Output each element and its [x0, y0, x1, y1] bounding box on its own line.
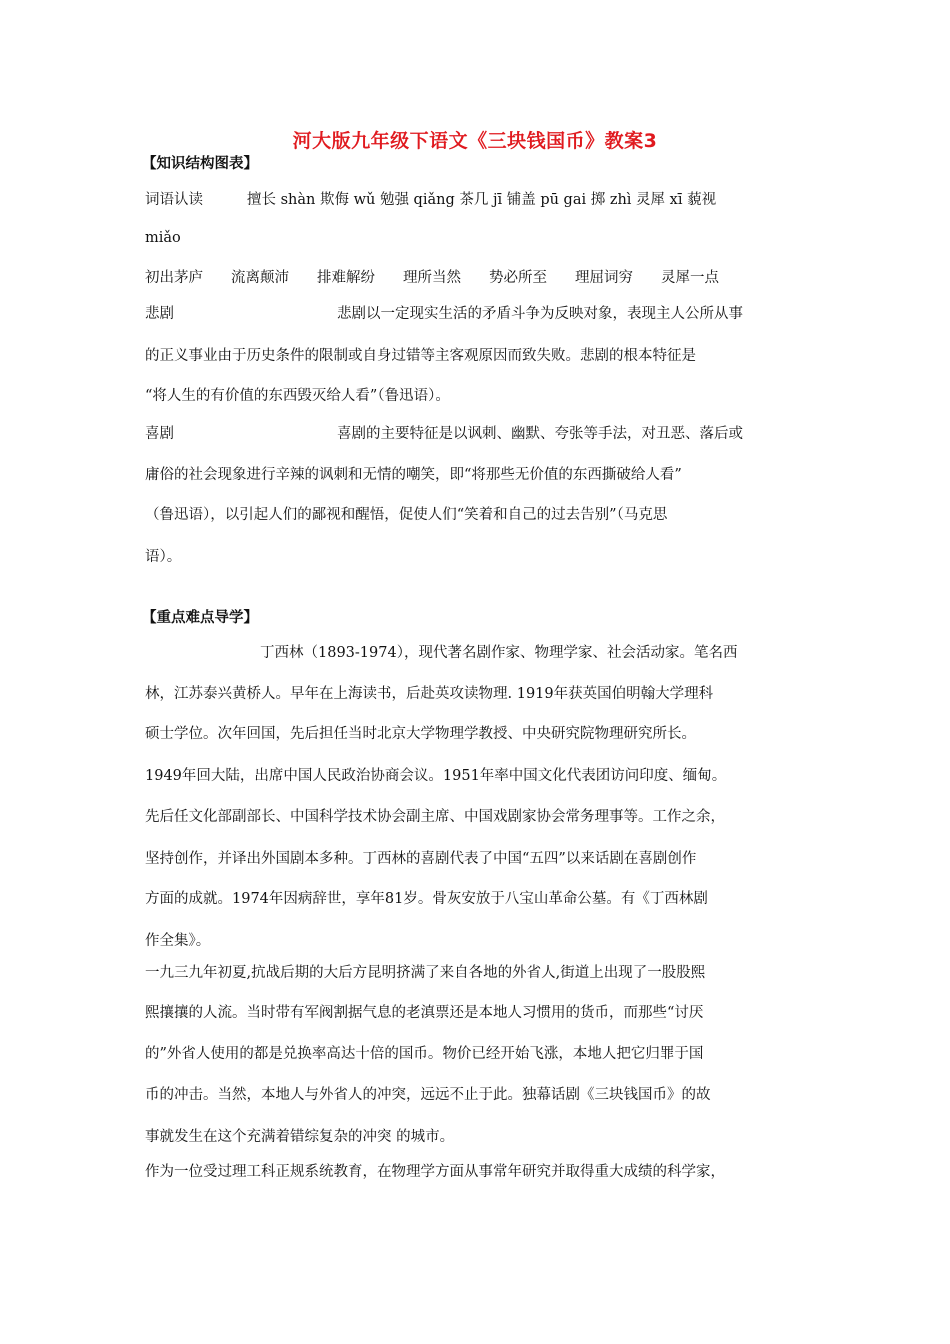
idiom-word: 理屈词穷 [575, 270, 633, 286]
vocab-line [145, 188, 716, 209]
vocab-words: 擅长 shàn 欺侮 wǔ 勉强 qiǎng 茶几 jī 铺盖 pū gai 掷 zhì 灵犀 xī 藐视 [247, 192, 717, 208]
bio-paragraph-line: 1949年回大陆，出席中国人民政治协商会议。1951年率中国文化代表团访问印度、缅甸。 [145, 768, 727, 784]
term-tragedy: 悲剧 [145, 306, 174, 322]
tragedy-definition-line: 悲剧以一定现实生活的矛盾斗争为反映对象，表现主人公所从事 [337, 306, 743, 322]
bio-paragraph-line: 硕士学位。次年回国，先后担任当时北京大学物理学教授、中央研究院物理研究所长。 [145, 726, 696, 742]
background-paragraph-line: 的”外省人使用的都是兑换率高达十倍的国币。物价已经开始飞涨，本地人把它归罪于国 [145, 1046, 704, 1062]
comedy-definition-line: 喜剧的主要特征是以讽刺、幽默、夸张等手法，对丑恶、落后或 [337, 426, 743, 442]
comedy-definition-line: （鲁迅语），以引起人们的鄙视和醒悟，促使人们“笑着和自己的过去告别”（马克思 [145, 507, 668, 523]
tragedy-definition-line: “将人生的有价值的东西毁灭给人看”（鲁迅语）。 [145, 388, 450, 404]
background-paragraph-line: 熙攘攘的人流。当时带有军阀割据气息的老滇票还是本地人习惯用的货币，而那些“讨厌 [145, 1005, 704, 1021]
bio-paragraph-line: 作全集》。 [145, 933, 211, 949]
vocab-line-continued: miǎo [145, 230, 181, 246]
idiom-word: 初出茅庐 [145, 270, 203, 286]
term-comedy: 喜剧 [145, 426, 174, 442]
background-paragraph-line: 币的冲击。当然，本地人与外省人的冲突，远远不止于此。独幕话剧《三块钱国币》的故 [145, 1087, 711, 1103]
comedy-definition-line: 语）。 [145, 549, 182, 565]
bio-paragraph-line: 丁西林（1893-1974），现代著名剧作家、物理学家、社会活动家。笔名西 [260, 645, 738, 661]
idiom-word: 势必所至 [489, 270, 547, 286]
bio-paragraph-line: 方面的成就。1974年因病辞世，享年81岁。骨灰安放于八宝山革命公墓。有《丁西林剧 [145, 891, 708, 907]
idiom-word: 灵犀一点 [661, 270, 719, 286]
section-heading-guide: 【重点难点导学】 [142, 610, 258, 626]
bio-paragraph-line: 坚持创作，并译出外国剧本多种。丁西林的喜剧代表了中国“五四”以来话剧在喜剧创作 [145, 851, 697, 867]
tragedy-definition-line: 的正义事业由于历史条件的限制或自身过错等主客观原因而致失败。悲剧的根本特征是 [145, 348, 696, 364]
document-title: 河大版九年级下语文《三块钱国币》教案3 [292, 130, 658, 152]
section-heading-knowledge: 【知识结构图表】 [142, 156, 258, 172]
bio-paragraph-line: 先后任文化部副部长、中国科学技术协会副主席、中国戏剧家协会常务理事等。工作之余， [145, 809, 725, 825]
background-paragraph-line: 一九三九年初夏,抗战后期的大后方昆明挤满了来自各地的外省人,街道上出现了一股股熙 [145, 965, 706, 981]
idiom-word: 理所当然 [403, 270, 461, 286]
bio-paragraph-line: 林，江苏泰兴黄桥人。早年在上海读书，后赴英攻读物理. 1919年获英国伯明翰大学理科 [145, 686, 714, 702]
idiom-row [145, 266, 747, 287]
comedy-definition-line: 庸俗的社会现象进行辛辣的讽刺和无情的嘲笑，即“将那些无价值的东西撕破给人看” [145, 467, 682, 483]
vocab-label: 词语认读 [145, 192, 203, 208]
analysis-paragraph-line: 作为一位受过理工科正规系统教育，在物理学方面从事常年研究并取得重大成绩的科学家， [145, 1164, 725, 1180]
idiom-word: 排难解纷 [317, 270, 375, 286]
background-paragraph-line: 事就发生在这个充满着错综复杂的冲突 的城市。 [145, 1129, 455, 1145]
idiom-word: 流离颠沛 [231, 270, 289, 286]
